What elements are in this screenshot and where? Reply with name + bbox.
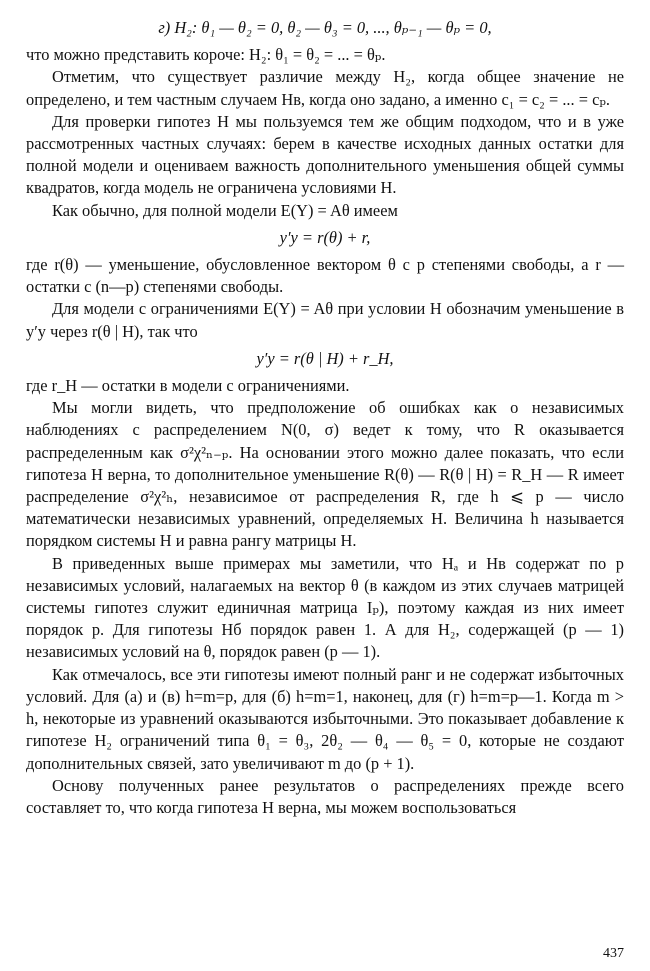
- paragraph-full-model: Как обычно, для полной модели E(Y) = Aθ имеем: [52, 200, 398, 220]
- formula-restricted-model: y′y = r(θ | H) + r_H,: [256, 348, 394, 368]
- paragraph-restricted-residuals: где r_H — остатки в модели с ограничениями.: [26, 376, 350, 396]
- paragraph-examples-order: В приведенных выше примерах мы заметили, что Hₐ и Hв содержат по p независимых условий, налагаемых на вектор θ (в каждом из этих случаев матрицей системы гипотез служит единичная матрица Iₚ), поэтому каждая из них имеет порядок p. Для гипотезы Hб порядок равен 1. А для H₂, содержащей (p — 1) независимых условий на θ, порядок равен (p — 1).: [26, 553, 624, 662]
- paragraph-hypothesis-testing: Для проверки гипотез H мы пользуемся тем же общим подходом, что и в уже рассмотренных частных случаях: берем в качестве исходных данных остатки для полной модели и оцениваем важность дополнительного уменьшения общей суммы квадратов, когда модель не ограничена условиями H.: [26, 111, 624, 198]
- paragraph-distribution: Мы могли видеть, что предположение об ошибках как о независимых наблюдениях с распределением N(0, σ) ведет к тому, что R оказывается распределенным как σ²χ²ₙ₋ₚ. На основании этого можно далее показать, что если гипотеза H верна, то дополнительное уменьшение R(θ) — R(θ | H) = R_H — R имеет распределение σ²χ²ₕ, независимое от распределения R, где h ⩽ p — число математически независимых уравнений, определяемых H. Величина h называется порядком системы H и равна рангу матрицы H.: [26, 398, 624, 551]
- paragraph-difference: Отметим, что существует различие между H₂, когда общее значение не определено, и тем частным случаем Hв, когда оно задано, а именно c₁ = c₂ = ... = cₚ.: [26, 67, 624, 109]
- paragraph-basis: Основу полученных ранее результатов о распределениях прежде всего составляет то, что когда гипотеза H верна, мы можем воспользоваться: [26, 775, 624, 817]
- hypothesis-g-formula: г) H₂: θ₁ — θ₂ = 0, θ₂ — θ₃ = 0, ..., θₚ₋₁ — θₚ = 0,: [158, 18, 492, 37]
- paragraph-reduction-definition: где r(θ) — уменьшение, обусловленное вектором θ с p степенями свободы, а r — остатки с (n—p) степенями свободы.: [26, 255, 624, 297]
- paragraph-short-form: что можно представить короче: H₂: θ₁ = θ₂ = ... = θₚ.: [26, 45, 386, 65]
- paragraph-full-rank: Как отмечалось, все эти гипотезы имеют полный ранг и не содержат избыточных условий. Для (а) и (в) h=m=p, для (б) h=m=1, наконец, для (г) h=m=p—1. Когда m > h, некоторые из уравнений оказываются избыточными. Это показывает добавление к гипотезе H₂ ограничений типа θ₁ = θ₃, 2θ₂ — θ₄ — θ₅ = 0, которые не создают дополнительных связей, зато увеличивают m до (p + 1).: [26, 664, 624, 773]
- paragraph-restricted-model: Для модели с ограничениями E(Y) = Aθ при условии H обозначим уменьшение в y′y через r(θ | H), так что: [26, 299, 624, 341]
- page-number: 437: [603, 946, 624, 961]
- formula-full-model: y′y = r(θ) + r,: [279, 227, 371, 247]
